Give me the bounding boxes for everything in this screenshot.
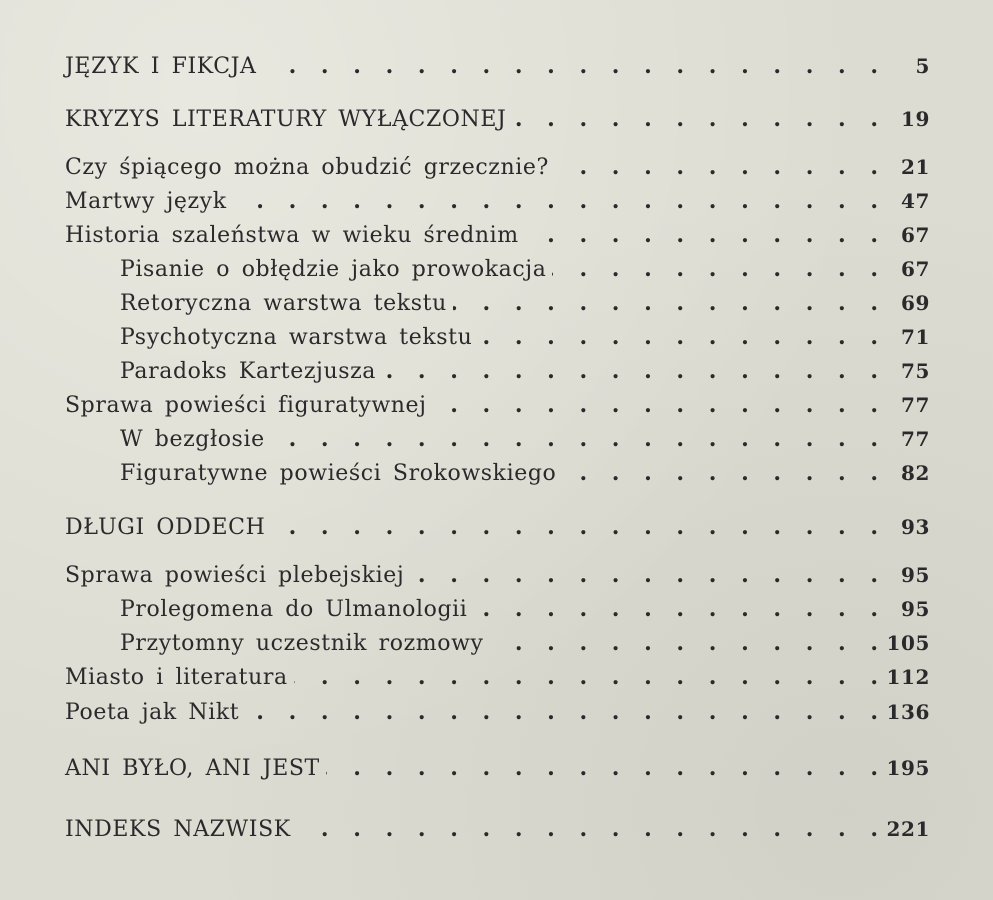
toc-entry-title: Sprawa powieści plebejskiej <box>65 562 405 588</box>
toc-entry-part-4 <box>65 752 930 784</box>
toc-leader-dots <box>410 562 878 588</box>
toc-leader-dots <box>263 53 878 79</box>
toc-entry-page: 95 <box>900 597 930 621</box>
toc-entry-title: Prolegomena do Ulmanologii <box>120 596 468 622</box>
toc-subentry <box>120 253 930 285</box>
toc-leader-dots <box>555 154 878 180</box>
toc-entry-title: Paradoks Kartezjusza <box>120 358 377 384</box>
toc-leader-dots <box>233 188 878 214</box>
toc-subentry <box>120 287 930 319</box>
toc-leader-dots <box>297 816 878 842</box>
toc-entry <box>65 389 930 421</box>
toc-entry-title: DŁUGI ODDECH <box>65 514 266 540</box>
toc-leader-dots <box>382 358 878 384</box>
toc-entry-title: KRYZYS LITERATURY WYŁĄCZONEJ <box>65 106 507 132</box>
toc-entry-page: 47 <box>900 189 930 213</box>
toc-leader-dots <box>525 222 878 248</box>
toc-leader-dots <box>478 324 878 350</box>
toc-leader-dots <box>453 290 878 316</box>
toc-entry <box>65 559 930 591</box>
toc-subentry <box>120 321 930 353</box>
toc-entry-page: 95 <box>900 563 930 587</box>
toc-entry-page: 21 <box>900 155 930 179</box>
toc-entry-index <box>65 813 930 845</box>
toc-subentry <box>120 627 930 659</box>
toc-entry-title: Figuratywne powieści Srokowskiego <box>120 460 557 486</box>
toc-subentry <box>120 355 930 387</box>
toc-leader-dots <box>512 106 878 132</box>
toc-entry-part-2 <box>65 103 930 135</box>
toc-entry-page: 93 <box>900 515 930 539</box>
toc-entry-title: Sprawa powieści figuratywnej <box>65 392 427 418</box>
toc-entry-part-3 <box>65 511 930 543</box>
toc-entry-page: 67 <box>900 257 930 281</box>
toc-leader-dots <box>271 514 878 540</box>
toc-entry-title: W bezgłosie <box>120 426 265 452</box>
toc-subentry <box>120 457 930 489</box>
toc-leader-dots <box>294 664 878 690</box>
toc-leader-dots <box>552 256 878 282</box>
toc-entry-page: 69 <box>900 291 930 315</box>
toc-entry-title: ANI BYŁO, ANI JEST <box>65 755 320 781</box>
toc-entry-title: Miasto i literatura <box>65 664 288 690</box>
toc-entry-page: 136 <box>886 700 930 724</box>
toc-entry-page: 75 <box>900 359 930 383</box>
toc-entry-page: 82 <box>900 461 930 485</box>
toc-leader-dots <box>562 460 878 486</box>
toc-leader-dots <box>473 596 878 622</box>
toc-leader-dots <box>245 699 878 725</box>
toc-entry-page: 5 <box>915 54 930 78</box>
toc-entry-title: Martwy język <box>65 188 227 214</box>
toc-entry-page: 67 <box>900 223 930 247</box>
toc-leader-dots <box>433 392 878 418</box>
toc-entry-page: 112 <box>886 665 930 689</box>
toc-entry-page: 19 <box>900 107 930 131</box>
toc-entry-title: Retoryczna warstwa tekstu <box>120 290 447 316</box>
toc-entry-title: Poeta jak Nikt <box>65 699 240 725</box>
toc-subentry <box>120 593 930 625</box>
toc-entry-page: 77 <box>900 393 930 417</box>
toc-entry-title: Historia szaleństwa w wieku średnim <box>65 222 519 248</box>
toc-entry <box>65 661 930 693</box>
toc-entry <box>65 696 930 728</box>
toc-entry-title: INDEKS NAZWISK <box>65 816 291 842</box>
toc-leader-dots <box>490 630 878 656</box>
toc-entry-part-1 <box>65 50 930 82</box>
toc-entry-title: Pisanie o obłędzie jako prowokacja <box>120 256 547 282</box>
toc-subentry <box>120 423 930 455</box>
toc-entry-title: Czy śpiącego można obudzić grzecznie? <box>65 154 549 180</box>
toc-entry-page: 71 <box>900 325 930 349</box>
toc-entry-page: 77 <box>900 427 930 451</box>
toc-leader-dots <box>326 755 878 781</box>
toc-leader-dots <box>271 426 878 452</box>
toc-entry <box>65 219 930 251</box>
toc-entry-page: 195 <box>886 756 930 780</box>
toc-entry <box>65 151 930 183</box>
toc-entry-title: Przytomny uczestnik rozmowy <box>120 630 484 656</box>
toc-entry-page: 221 <box>886 817 930 841</box>
toc-entry-page: 105 <box>886 631 930 655</box>
toc-entry-title: Psychotyczna warstwa tekstu <box>120 324 473 350</box>
toc-entry <box>65 185 930 217</box>
toc-entry-title: JĘZYK I FIKCJA <box>65 53 257 79</box>
